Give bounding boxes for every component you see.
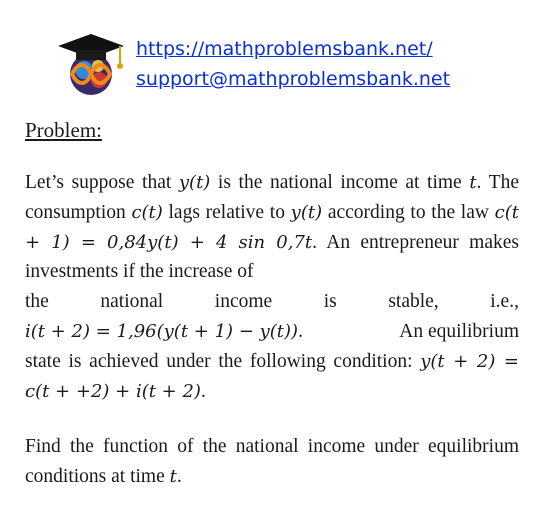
math-expression: t (469, 172, 477, 193)
consumption-law-formula: c(t + 1) = 0,84y(t) + 4 sin 0,7t (25, 201, 520, 253)
statement-word: i.e., (490, 291, 519, 313)
site-logo-icon (54, 30, 128, 98)
equilibrium-formula: y(t + 2) = c(t + +2) + i(t + 2) (25, 350, 520, 402)
justified-text-line (25, 317, 519, 347)
math-expression: y(t) (178, 172, 211, 193)
statement-text: . (298, 320, 303, 342)
support-email-link[interactable]: support@mathproblemsbank.net (136, 68, 451, 90)
statement-text: . (200, 380, 206, 402)
math-expression: c(t) (131, 201, 163, 223)
site-header (54, 30, 514, 100)
contact-links (136, 34, 450, 94)
statement-word: stable, (388, 291, 439, 313)
statement-text: . (312, 231, 318, 253)
statement-text: is the national income at time (210, 172, 462, 193)
statement-word: is (323, 291, 337, 313)
question-paragraph (25, 432, 519, 492)
statement-word: the (25, 291, 49, 313)
problem-heading: Problem: (25, 118, 102, 142)
statement-text: Let’s suppose that (25, 172, 179, 193)
math-expression: t (169, 466, 177, 488)
website-link[interactable]: https://mathproblemsbank.net/ (136, 38, 433, 60)
statement-word: national (100, 291, 164, 313)
math-expression: y(t) (290, 201, 323, 223)
statement-text: An equilibrium (399, 320, 519, 342)
question-text: Find the function of the national income under equilibrium conditions at time (25, 436, 519, 488)
statement-text: lags relative to (162, 201, 291, 223)
justified-text-line (25, 287, 519, 317)
statement-word: income (214, 291, 273, 313)
problem-statement (25, 168, 519, 492)
statement-text: . (176, 466, 182, 488)
statement-text: An entrepreneur makes investments if the increase of (25, 231, 519, 283)
statement-text: . The consumption (25, 172, 519, 223)
problem-paragraph (25, 347, 519, 407)
problem-paragraph (25, 168, 519, 287)
statement-text: according to the law (327, 201, 495, 223)
statement-text: state is achieved under the following condition: (25, 350, 413, 372)
investment-formula: i(t + 2) = 1,96(y(t + 1) − y(t)) (25, 320, 299, 342)
